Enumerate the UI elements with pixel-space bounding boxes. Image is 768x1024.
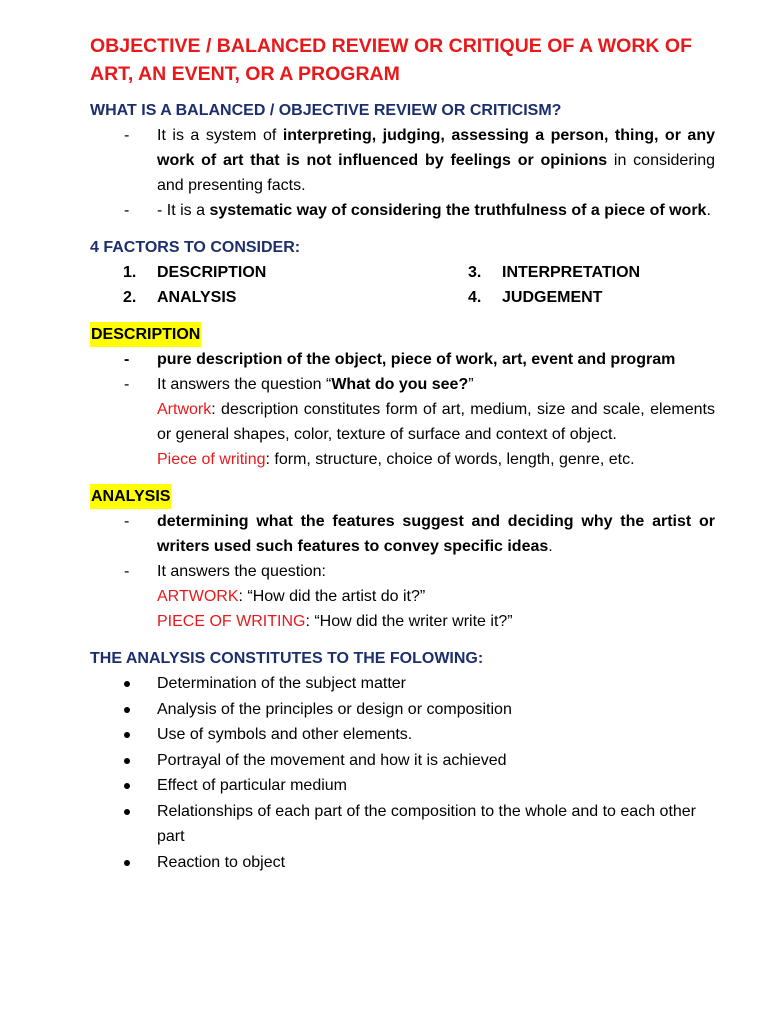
- factors-list: [90, 260, 715, 310]
- dash-marker: -: [124, 127, 130, 144]
- factor-analysis: [90, 285, 435, 310]
- dash-marker: -: [124, 202, 130, 219]
- factor-label: DESCRIPTION: [157, 264, 267, 281]
- list-item: [90, 722, 715, 748]
- factor-number: 1.: [123, 264, 137, 281]
- description-item-2: [90, 372, 715, 397]
- factor-number: 3.: [468, 264, 482, 281]
- bullet-icon: [124, 783, 130, 789]
- dash-marker: -: [124, 513, 130, 530]
- factor-interpretation: [435, 260, 715, 285]
- list-item-text: Use of symbols and other elements.: [157, 726, 413, 743]
- what-is-item-1: [90, 123, 715, 198]
- item-text: - It is a: [157, 202, 210, 219]
- analysis-item-2: [90, 559, 715, 584]
- red-label: Piece of writing: [157, 451, 266, 468]
- item-text: It is a system of: [157, 127, 283, 144]
- document-title: OBJECTIVE / BALANCED REVIEW OR CRITIQUE OF A WORK OF ART, AN EVENT, OR A PROGRAM: [90, 35, 692, 85]
- item-bold-text: systematic way of considering the truthfulness of a piece of work: [209, 202, 707, 219]
- red-label: PIECE OF WRITING: [157, 613, 306, 630]
- list-item: [90, 850, 715, 876]
- description-heading: [90, 322, 715, 347]
- list-item-text: Reaction to object: [157, 853, 286, 871]
- highlighted-heading: DESCRIPTION: [90, 322, 201, 347]
- item-text: ”: [468, 376, 474, 393]
- list-item-text: Analysis of the principles or design or composition: [157, 700, 512, 718]
- document-page: [90, 32, 715, 875]
- constitutes-heading: THE ANALYSIS CONSTITUTES TO THE FOLOWING:: [90, 650, 484, 667]
- bullet-icon: [124, 681, 130, 687]
- what-is-item-2: [90, 198, 715, 223]
- item-text: .: [548, 538, 553, 555]
- list-item: [90, 748, 715, 774]
- analysis-writing: [90, 609, 715, 634]
- bullet-icon: [124, 758, 130, 764]
- bullet-icon: [124, 732, 130, 738]
- item-bold-text: determining what the features suggest and deciding why the artist or writers used such features to convey specific ideas: [157, 513, 715, 555]
- item-text: : “How did the writer write it?”: [305, 613, 513, 630]
- description-writing: [90, 447, 715, 472]
- factor-label: ANALYSIS: [157, 289, 237, 306]
- item-text: It answers the question:: [157, 563, 326, 580]
- factor-judgement: [435, 285, 715, 310]
- factor-label: JUDGEMENT: [502, 289, 603, 306]
- bullet-icon: [124, 809, 130, 815]
- list-item: [90, 773, 715, 799]
- list-item: [90, 799, 715, 850]
- item-text: .: [706, 202, 711, 219]
- list-item-text: Determination of the subject matter: [157, 675, 407, 692]
- item-text: : “How did the artist do it?”: [238, 588, 426, 605]
- item-text: It answers the question “: [157, 376, 332, 393]
- red-label: ARTWORK: [157, 588, 239, 605]
- item-bold-text: interpreting, judging, assessing a person, thing, or any work of art that is not influenced by feelings or opinions: [157, 127, 715, 169]
- list-item: [90, 697, 715, 723]
- description-artwork: [90, 397, 715, 447]
- item-text: : description constitutes form of art, medium, size and scale, elements or general shapes, color, texture of surface and context of object.: [157, 401, 715, 443]
- item-bold-text: pure description of the object, piece of work, art, event and program: [157, 351, 676, 368]
- bullet-icon: [124, 707, 130, 713]
- highlighted-heading: ANALYSIS: [90, 484, 171, 509]
- analysis-heading: [90, 484, 715, 509]
- factor-number: 4.: [468, 289, 482, 306]
- bullet-icon: [124, 860, 130, 866]
- dash-marker: -: [124, 351, 130, 368]
- analysis-artwork: [90, 584, 715, 609]
- factor-label: INTERPRETATION: [502, 264, 641, 281]
- description-item-1: [90, 347, 715, 372]
- what-is-heading: WHAT IS A BALANCED / OBJECTIVE REVIEW OR CRITICISM?: [90, 102, 562, 119]
- factor-number: 2.: [123, 289, 137, 306]
- dash-marker: -: [124, 376, 130, 393]
- dash-marker: -: [124, 563, 130, 580]
- item-text: in considering and presenting facts.: [157, 152, 715, 194]
- factor-description: [90, 260, 435, 285]
- analysis-item-1: [90, 509, 715, 559]
- factors-heading: 4 FACTORS TO CONSIDER:: [90, 239, 301, 256]
- red-label: Artwork: [157, 401, 212, 418]
- list-item-text: Relationships of each part of the composition to the whole and to each other part: [157, 802, 697, 845]
- list-item-text: Portrayal of the movement and how it is achieved: [157, 751, 507, 769]
- item-text: : form, structure, choice of words, length, genre, etc.: [265, 451, 635, 468]
- item-bold-text: What do you see?: [331, 376, 469, 393]
- list-item-text: Effect of particular medium: [157, 777, 348, 794]
- list-item: [90, 671, 715, 697]
